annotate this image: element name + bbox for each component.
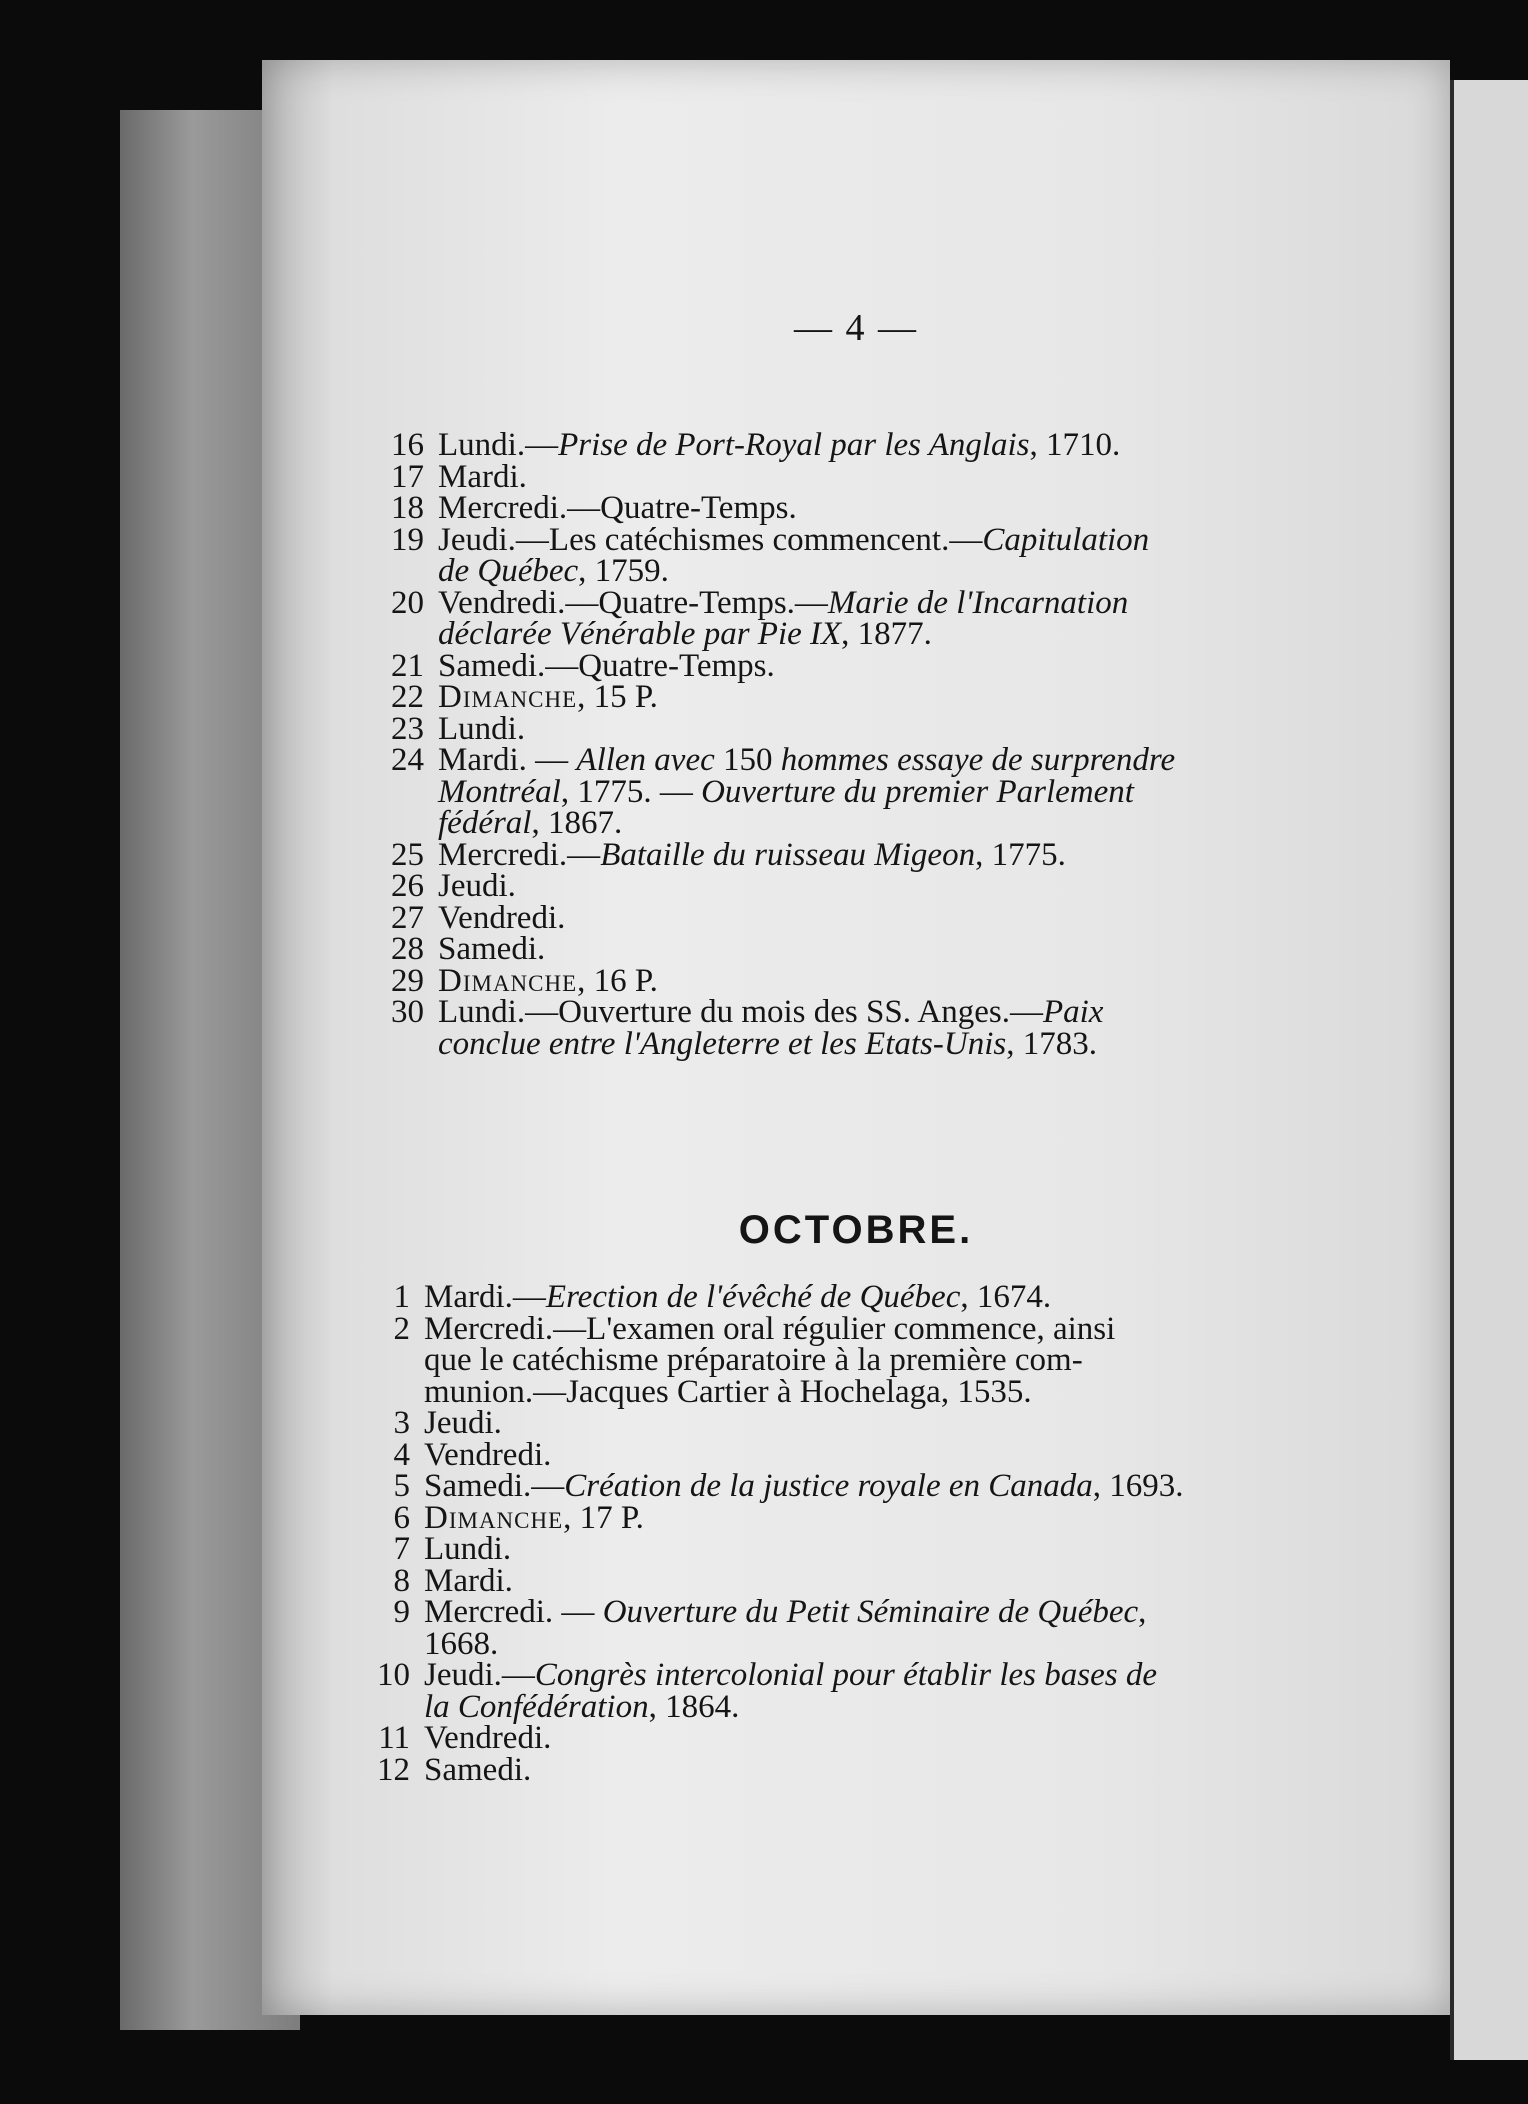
calendar-entry-continuation xyxy=(358,1342,1528,1378)
calendar-entry xyxy=(372,931,1528,967)
day-number: 1 xyxy=(393,1279,410,1315)
italic-text: Congrès intercolonial pour établir les bases de xyxy=(534,1657,1157,1693)
entry-text: , 1867. xyxy=(531,805,623,841)
calendar-entry xyxy=(358,1562,1528,1599)
italic-text: Prise de Port-Royal par les Anglais xyxy=(558,427,1030,463)
calendar-entry-continuation xyxy=(358,1373,1528,1410)
entry-text: Mardi. xyxy=(424,1562,513,1599)
entry-text: Samedi.—Quatre-Temps. xyxy=(438,647,775,684)
day-number: 12 xyxy=(377,1751,410,1788)
entry-text: Vendredi.—Quatre-Temps.— xyxy=(438,584,828,621)
calendar-entry-continuation xyxy=(358,1688,1528,1725)
day-number: 26 xyxy=(391,868,424,904)
entry-text: Mardi. xyxy=(438,458,527,495)
calendar-entry xyxy=(372,647,1528,684)
september-entries xyxy=(372,427,1528,1062)
small-caps-text: Dimanche xyxy=(424,1499,564,1536)
entry-text: , 16 P. xyxy=(577,962,658,999)
calendar-entry xyxy=(358,1405,1528,1441)
italic-text: déclarée Vénérable par Pie IX xyxy=(438,616,842,652)
entry-text: Mercredi.—Quatre-Temps. xyxy=(438,490,797,526)
section-title-octobre: OCTOBRE. xyxy=(738,1208,974,1252)
entry-text: , 1783. xyxy=(1006,1025,1097,1062)
day-number: 25 xyxy=(391,836,424,873)
calendar-entry xyxy=(372,899,1528,936)
day-number: 16 xyxy=(391,427,424,463)
day-number: 30 xyxy=(391,994,424,1030)
entry-text: Jeudi.— xyxy=(424,1657,535,1693)
entry-text: Vendredi. xyxy=(424,1436,552,1473)
italic-text: Bataille du ruisseau Migeon xyxy=(600,836,976,873)
calendar-entry xyxy=(358,1594,1528,1630)
entry-text: Samedi.— xyxy=(424,1468,565,1504)
document-page xyxy=(262,60,1450,2015)
day-number: 3 xyxy=(393,1405,410,1441)
calendar-entry xyxy=(358,1468,1528,1504)
day-number: 11 xyxy=(378,1720,410,1756)
italic-text: de Québec xyxy=(438,553,579,589)
entry-text: 1668. xyxy=(424,1625,499,1662)
calendar-entry xyxy=(358,1310,1528,1347)
day-number: 19 xyxy=(391,521,424,558)
calendar-entry-continuation xyxy=(372,1025,1528,1062)
italic-text: Allen avec xyxy=(576,742,723,778)
entry-text: , 1775. xyxy=(975,836,1066,873)
entry-text: Samedi. xyxy=(424,1751,532,1788)
entry-text: Jeudi. xyxy=(438,868,516,904)
entry-text: Mercredi.—L'examen oral régulier commence, ainsi xyxy=(424,1310,1116,1347)
calendar-entry xyxy=(358,1720,1528,1756)
entry-text: 150 xyxy=(723,742,781,778)
entry-text: , 1864. xyxy=(648,1688,740,1725)
day-number: 2 xyxy=(393,1310,410,1347)
entry-text: , 1693. xyxy=(1092,1468,1184,1504)
italic-text: Création de la justice royale en Canada xyxy=(564,1468,1093,1504)
italic-text: Marie de l'Incarnation xyxy=(827,584,1129,621)
entry-text: Mardi. — xyxy=(438,742,577,778)
calendar-entry xyxy=(372,962,1528,999)
day-number: 9 xyxy=(393,1594,410,1630)
calendar-entry xyxy=(372,836,1528,873)
entry-text: Vendredi. xyxy=(438,899,566,936)
calendar-entry xyxy=(358,1531,1528,1567)
entry-text: Lundi.—Ouverture du mois des SS. Anges.— xyxy=(438,994,1043,1030)
italic-text: Ouverture du Petit Séminaire de Québec xyxy=(602,1594,1139,1630)
entry-text: Mercredi. — xyxy=(424,1594,603,1630)
calendar-entry xyxy=(358,1657,1528,1693)
italic-text: Ouverture du premier Parlement xyxy=(701,773,1134,810)
calendar-entry-continuation xyxy=(372,805,1528,841)
entry-text: Jeudi. xyxy=(424,1405,502,1441)
calendar-entry-continuation xyxy=(358,1625,1528,1662)
calendar-entry xyxy=(372,427,1528,463)
entry-text: Lundi. xyxy=(424,1531,512,1567)
entry-text: Lundi.— xyxy=(438,427,559,463)
entry-text: , 1775. — xyxy=(560,773,702,810)
calendar-entry-continuation xyxy=(372,616,1528,652)
day-number: 6 xyxy=(393,1499,410,1536)
small-caps-text: Dimanche xyxy=(438,679,578,715)
day-number: 29 xyxy=(391,962,424,999)
italic-text: Paix xyxy=(1042,994,1104,1030)
day-number: 21 xyxy=(391,647,424,684)
day-number: 17 xyxy=(391,458,424,495)
day-number: 7 xyxy=(393,1531,410,1567)
day-number: 18 xyxy=(391,490,424,526)
day-number: 27 xyxy=(391,899,424,936)
day-number: 28 xyxy=(391,931,424,967)
small-caps-text: Dimanche xyxy=(438,962,578,999)
entry-text: Mardi.— xyxy=(424,1279,546,1315)
italic-text: Erection de l'évêché de Québec xyxy=(545,1279,961,1315)
calendar-entry xyxy=(372,584,1528,621)
italic-text: fédéral xyxy=(438,805,532,841)
day-number: 22 xyxy=(391,679,424,715)
calendar-entry xyxy=(372,710,1528,747)
entry-text: munion.—Jacques Cartier à Hochelaga, 1535. xyxy=(424,1373,1032,1410)
entry-text: Lundi. xyxy=(438,710,526,747)
entry-text: , 1877. xyxy=(841,616,932,652)
calendar-entry xyxy=(358,1751,1528,1788)
calendar-entry xyxy=(372,521,1528,558)
calendar-entry-continuation xyxy=(372,553,1528,589)
page-number: — 4 — xyxy=(794,307,918,349)
entry-text: , 15 P. xyxy=(577,679,658,715)
day-number: 20 xyxy=(391,584,424,621)
calendar-entry xyxy=(372,994,1528,1030)
entry-text: Vendredi. xyxy=(424,1720,552,1756)
entry-text: que le catéchisme préparatoire à la première com- xyxy=(424,1342,1083,1378)
entry-text: , 1759. xyxy=(578,553,669,589)
calendar-entry xyxy=(358,1279,1528,1315)
italic-text: conclue entre l'Angleterre et les Etats-Unis xyxy=(438,1025,1007,1062)
day-number: 23 xyxy=(391,710,424,747)
day-number: 5 xyxy=(393,1468,410,1504)
calendar-entry xyxy=(358,1499,1528,1536)
calendar-entry xyxy=(372,742,1528,778)
day-number: 8 xyxy=(393,1562,410,1599)
calendar-entry xyxy=(358,1436,1528,1473)
entry-text: Mercredi.— xyxy=(438,836,601,873)
italic-text: hommes essaye de surprendre xyxy=(780,742,1176,778)
entry-text: , 1674. xyxy=(960,1279,1052,1315)
day-number: 24 xyxy=(391,742,424,778)
calendar-entry-continuation xyxy=(372,773,1528,810)
day-number: 4 xyxy=(393,1436,410,1473)
entry-text: Samedi. xyxy=(438,931,546,967)
italic-text: Montréal xyxy=(438,773,561,810)
calendar-entry xyxy=(372,458,1528,495)
italic-text: la Confédération xyxy=(424,1688,649,1725)
calendar-entry xyxy=(372,490,1528,526)
entry-text: , 1710. xyxy=(1029,427,1121,463)
day-number: 10 xyxy=(377,1657,410,1693)
entry-text: , 17 P. xyxy=(563,1499,644,1536)
calendar-entry xyxy=(372,679,1528,715)
entry-text: Jeudi.—Les catéchismes commencent.— xyxy=(438,521,983,558)
october-entries xyxy=(358,1279,1528,1788)
italic-text: Capitulation xyxy=(982,521,1150,558)
entry-text: , xyxy=(1138,1594,1147,1630)
calendar-entry xyxy=(372,868,1528,904)
